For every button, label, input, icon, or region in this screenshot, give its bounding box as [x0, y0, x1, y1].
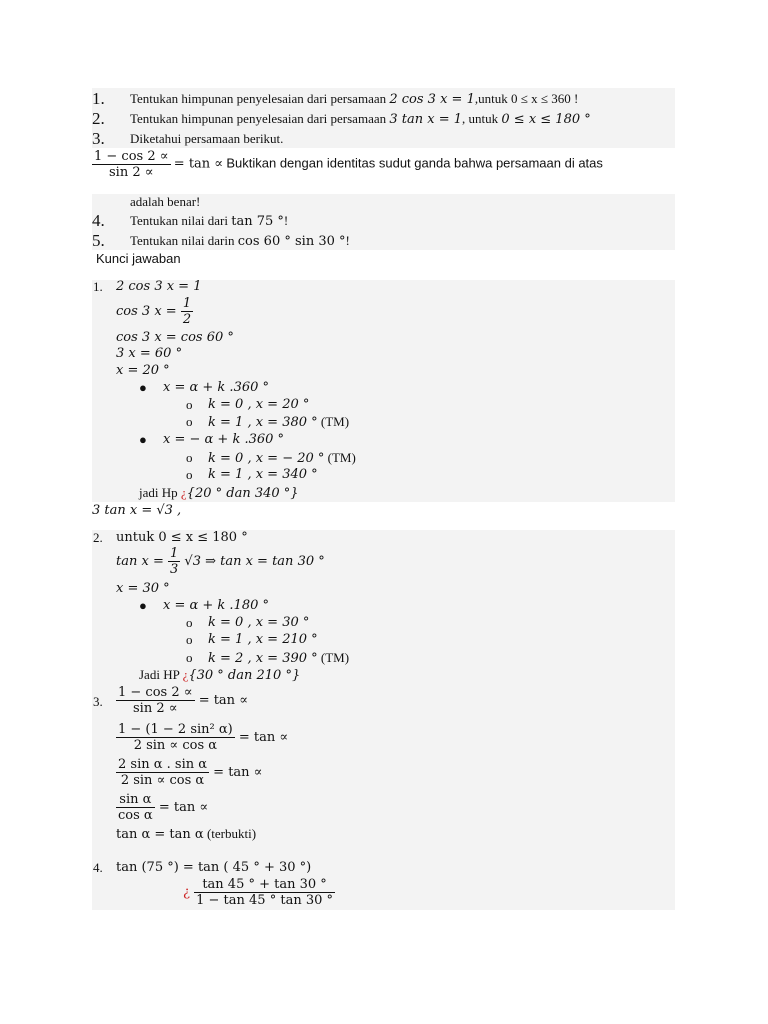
- denominator: cos α: [118, 808, 153, 823]
- note: (TM): [327, 450, 356, 465]
- answer-1-case-1-sub-1: k = 0 , x = 20 °: [208, 397, 310, 412]
- question-3-instruction-cont: [130, 194, 200, 210]
- answer-2-sub-2: k = 1 , x = 210 °: [208, 632, 318, 647]
- rhs: √3 ⇒ tan x = tan 30 °: [184, 554, 325, 569]
- mark: ¿: [182, 667, 189, 682]
- equation: k = 1 , x = 380 °: [208, 415, 318, 430]
- answer-1-case-1-sub-2: [208, 414, 349, 430]
- denominator: sin 2 ∝: [133, 701, 178, 716]
- equation: cos 60 ° sin 30 °: [237, 234, 346, 249]
- equation: 2 cos 3 x = 1: [389, 92, 475, 107]
- value: {20 ° dan 340 °}: [186, 486, 299, 501]
- mark: ¿: [183, 885, 190, 900]
- fraction: [116, 757, 209, 788]
- answer-1-number: 1.: [93, 279, 103, 294]
- denominator: 2 sin ∝ cos α: [133, 738, 218, 753]
- circle-bullet-icon: o: [186, 632, 193, 647]
- fraction: [116, 685, 195, 716]
- circle-bullet-icon: o: [186, 414, 193, 429]
- circle-bullet-icon: o: [186, 615, 193, 630]
- answer-3-number: 3.: [93, 694, 103, 709]
- answers-heading: Kunci jawaban: [96, 251, 181, 266]
- answer-2-line-1: untuk 0 ≤ x ≤ 180 °: [116, 530, 248, 545]
- numerator: 1 − cos 2 ∝: [118, 685, 193, 700]
- range: 0 ≤ x ≤ 180 °: [501, 112, 591, 127]
- question-5-body: [130, 233, 350, 249]
- question-text: Tentukan himpunan penyelesaian dari persamaan: [130, 91, 387, 106]
- equation: tan 75 °: [231, 214, 284, 229]
- numerator: 2 sin α . sin α: [118, 757, 208, 772]
- answer-1-case-1: x = α + k .360 °: [163, 380, 270, 395]
- answer-3-line-5: [116, 826, 256, 842]
- answer-1-solution-set: [139, 485, 299, 501]
- question-tail: ,untuk 0 ≤ x ≤ 360 !: [474, 91, 579, 106]
- answer-1-line-2: [116, 296, 193, 327]
- answer-1-line-5: x = 20 °: [116, 363, 170, 378]
- question-number: 3.: [92, 129, 105, 148]
- rhs: = tan ∝: [158, 800, 209, 815]
- answer-2-line-3: x = 30 °: [116, 581, 170, 596]
- question-3-body: [130, 131, 283, 147]
- circle-bullet-icon: o: [186, 450, 193, 465]
- instruction: Buktikan dengan identitas sudut ganda bahwa persamaan di atas: [226, 155, 603, 171]
- fraction: [181, 296, 193, 327]
- lhs: tan x =: [116, 554, 164, 569]
- answer-2-case: x = α + k .180 °: [163, 598, 270, 613]
- equation: k = 0 , x = − 20 °: [208, 451, 325, 466]
- mark: ¿: [180, 485, 187, 500]
- instruction-cont: adalah benar!: [130, 194, 201, 209]
- rhs: = tan ∝: [213, 765, 263, 780]
- fraction: [116, 722, 235, 753]
- answer-2-line-2: [116, 546, 325, 577]
- question-text: Tentukan himpunan penyelesaian dari persamaan: [130, 111, 387, 126]
- answer-4-line-1: tan (75 °) = tan ( 45 ° + 30 °): [116, 860, 312, 875]
- denominator: 2: [182, 312, 192, 327]
- numerator: 1 − cos 2 ∝: [94, 149, 169, 164]
- answer-2-sub-1: k = 0 , x = 30 °: [208, 615, 310, 630]
- question-1: [92, 89, 105, 109]
- answer-3-line-3: [116, 757, 262, 788]
- question-number: 4.: [92, 211, 105, 230]
- answer-2-number: 2.: [93, 530, 103, 545]
- answer-1-line-4: 3 x = 60 °: [116, 346, 183, 361]
- lhs: cos 3 x =: [116, 304, 177, 319]
- question-4: [92, 211, 105, 231]
- question-text: Tentukan nilai darin: [130, 233, 235, 248]
- equation: k = 2 , x = 390 °: [208, 651, 318, 666]
- question-tail: !: [283, 213, 289, 228]
- question-number: 1.: [92, 89, 105, 108]
- rhs: = tan ∝: [173, 156, 224, 172]
- note: (TM): [320, 650, 350, 665]
- bullet-icon: ●: [139, 380, 147, 395]
- question-text: Diketahui persamaan berikut.: [130, 131, 284, 146]
- numerator: 1: [169, 546, 179, 561]
- numerator: 1 − (1 − 2 sin² α): [118, 722, 233, 737]
- circle-bullet-icon: o: [186, 650, 193, 665]
- question-2: [92, 109, 105, 129]
- value: {30 ° dan 210 °}: [188, 668, 301, 683]
- answer-4-number: 4.: [93, 860, 103, 875]
- question-3: [92, 129, 105, 149]
- answer-1-case-2: x = − α + k .360 °: [163, 432, 285, 447]
- between-line: 3 tan x = √3 ,: [92, 503, 182, 518]
- denominator: 2 sin ∝ cos α: [120, 773, 205, 788]
- fraction: [194, 877, 335, 908]
- answer-1-line-3: cos 3 x = cos 60 °: [116, 330, 234, 345]
- answer-2-sub-3: [208, 650, 349, 666]
- answer-1-case-2-sub-2: k = 1 , x = 340 °: [208, 467, 318, 482]
- numerator: 1: [182, 296, 192, 311]
- answer-1-line-1: 2 cos 3 x = 1: [116, 279, 202, 294]
- answer-3-line-2: [116, 722, 288, 753]
- label: jadi Hp: [139, 485, 178, 500]
- denominator: 1 − tan 45 ° tan 30 °: [196, 893, 333, 908]
- label: Jadi HP: [139, 667, 180, 682]
- question-number: 5.: [92, 231, 105, 250]
- denominator: sin 2 ∝: [109, 165, 154, 180]
- question-1-body: [130, 91, 578, 107]
- numerator: sin α: [116, 792, 155, 808]
- fraction: [116, 792, 155, 823]
- answer-3-line-4: [116, 792, 208, 823]
- bullet-icon: ●: [139, 432, 147, 447]
- question-3-equation: [92, 149, 603, 180]
- rhs: = tan ∝: [198, 693, 248, 708]
- fraction: [92, 149, 171, 180]
- answer-4-line-2: [183, 877, 335, 908]
- answer-block-shade-2: [92, 530, 675, 910]
- question-number: 2.: [92, 109, 105, 128]
- question-2-body: [130, 111, 591, 127]
- circle-bullet-icon: o: [186, 397, 193, 412]
- denominator: 3: [169, 562, 179, 577]
- question-5: [92, 231, 105, 251]
- bullet-icon: ●: [139, 598, 147, 613]
- answer-2-solution-set: [139, 667, 300, 683]
- answer-3-line-1: [116, 685, 248, 716]
- equation: tan α = tan α: [116, 827, 204, 842]
- circle-bullet-icon: o: [186, 467, 193, 482]
- note: (terbukti): [206, 826, 257, 841]
- equation: 3 tan x = 1: [389, 112, 463, 127]
- question-tail: , untuk: [462, 111, 499, 126]
- question-tail: !: [345, 233, 350, 248]
- note: (TM): [320, 414, 350, 429]
- numerator: tan 45 ° + tan 30 °: [194, 877, 335, 893]
- answer-1-case-2-sub-1: [208, 450, 356, 466]
- question-text: Tentukan nilai dari: [130, 213, 229, 228]
- fraction: [168, 546, 180, 577]
- rhs: = tan ∝: [238, 730, 289, 745]
- question-4-body: [130, 213, 288, 229]
